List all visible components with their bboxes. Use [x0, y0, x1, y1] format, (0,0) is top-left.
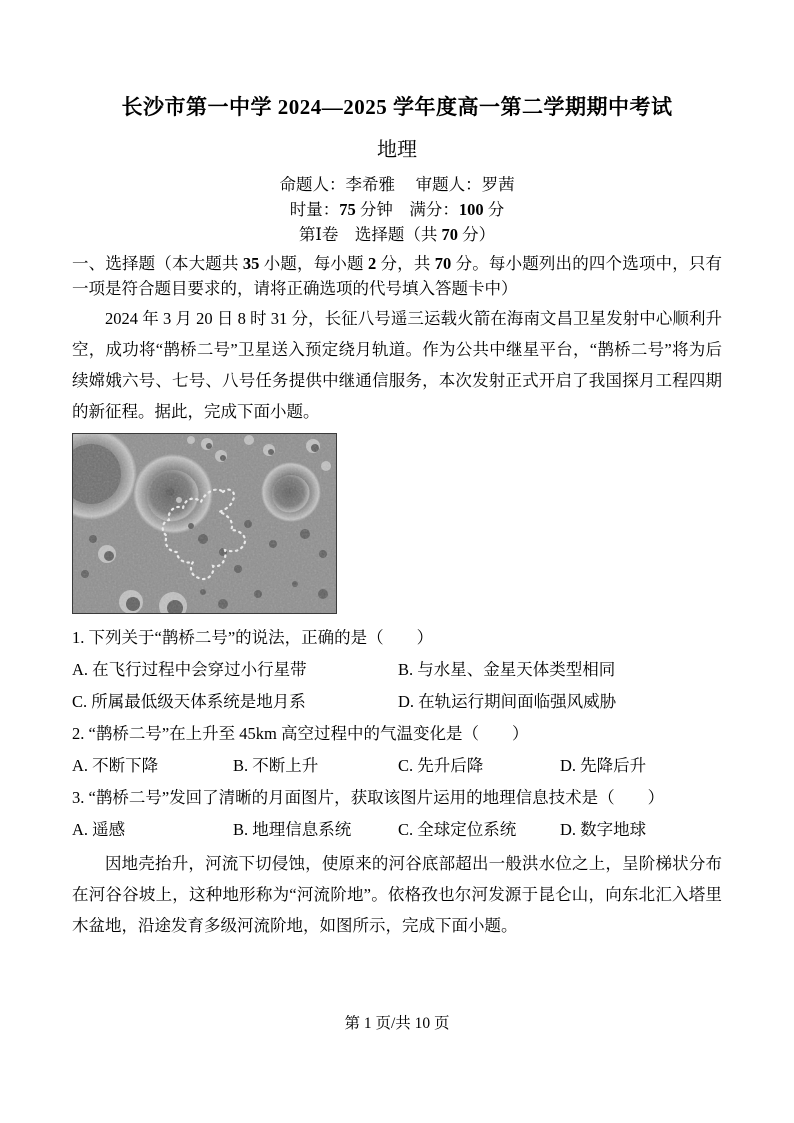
- option-item: D. 数字地球: [560, 820, 647, 839]
- moon-surface-figure: [72, 433, 337, 614]
- passage-river-terrace: 因地壳抬升，河流下切侵蚀，使原来的河谷底部超出一般洪水位之上，呈阶梯状分布在河谷谷坡上，这种地形称为“河流阶地”。依格孜也尔河发源于昆仑山，向东北汇入塔里木盆地，沿途发育多级河流阶地，如图所示，完成下面小题。: [72, 854, 722, 935]
- question-2-stem: 2. “鹊桥二号”在上升至 45km 高空过程中的气温变化是（ ）: [72, 724, 529, 743]
- instr-n1: 35: [242, 254, 260, 273]
- instr-p4: 分。每小题列出的四个选项中，只有一项是符合题目要求的，请将正确选项的代号填入答题卡中）: [72, 254, 723, 298]
- volume-post: 分）: [458, 225, 496, 244]
- instr-n3: 70: [434, 254, 452, 273]
- question-1-stem: 1. 下列关于“鹊桥二号”的说法，正确的是（ ）: [72, 628, 434, 647]
- option-item: D. 在轨运行期间面临强风威胁: [398, 692, 617, 711]
- volume-pre: 第Ⅰ卷 选择题（共: [298, 225, 442, 244]
- full-score-value: 100: [458, 200, 484, 219]
- instr-p2: 小题，每小题: [259, 254, 368, 273]
- option-item: B. 与水星、金星天体类型相同: [398, 660, 616, 679]
- option-item: A. 在飞行过程中会穿过小行星带: [72, 660, 307, 679]
- question-3-options: [72, 814, 722, 846]
- instr-n2: 2: [367, 254, 377, 273]
- volume-heading: [72, 222, 722, 247]
- option-item: C. 先升后降: [398, 756, 484, 775]
- duration-label: 时量：: [289, 200, 340, 219]
- exam-duration-line: [72, 197, 722, 222]
- question-3-stem: 3. “鹊桥二号”发回了清晰的月面图片，获取该图片运用的地理信息技术是（ ）: [72, 788, 665, 807]
- section-instructions: [72, 251, 722, 301]
- exam-setters-line: 命题人：李希雅 审题人：罗茜: [279, 175, 515, 194]
- duration-mid: 分钟 满分：: [355, 200, 459, 219]
- page-footer: 第 1 页/共 10 页: [344, 1015, 450, 1032]
- option-item: B. 不断上升: [233, 756, 319, 775]
- volume-points: 70: [441, 225, 459, 244]
- option-item: B. 地理信息系统: [233, 820, 352, 839]
- question-1-options: [72, 654, 722, 718]
- duration-minutes: 75: [339, 200, 356, 219]
- exam-subject: 地理: [377, 139, 417, 161]
- option-item: C. 所属最低级天体系统是地月系: [72, 692, 306, 711]
- exam-title: 长沙市第一中学 2024—2025 学年度高一第二学期期中考试: [121, 95, 673, 119]
- figure-wrap: [72, 433, 722, 614]
- instr-p1: 一、选择题（本大题共: [72, 254, 243, 273]
- instr-p3: 分，共: [376, 254, 435, 273]
- passage-lunar-mission: 2024 年 3 月 20 日 8 时 31 分，长征八号遥三运载火箭在海南文昌卫星发射中心顺利升空，成功将“鹊桥二号”卫星送入预定绕月轨道。作为公共中继星平台，“鹊桥二号”将为后续嫦娥六号、七号、八号任务提供中继通信服务，本次发射正式开启了我国探月工程四期的新征程。据此，完成下面小题。: [72, 309, 722, 421]
- duration-post: 分: [483, 200, 505, 219]
- option-item: D. 先降后升: [560, 756, 647, 775]
- option-item: C. 全球定位系统: [398, 820, 517, 839]
- option-item: A. 不断下降: [72, 756, 159, 775]
- option-item: A. 遥感: [72, 820, 126, 839]
- question-2-options: [72, 750, 722, 782]
